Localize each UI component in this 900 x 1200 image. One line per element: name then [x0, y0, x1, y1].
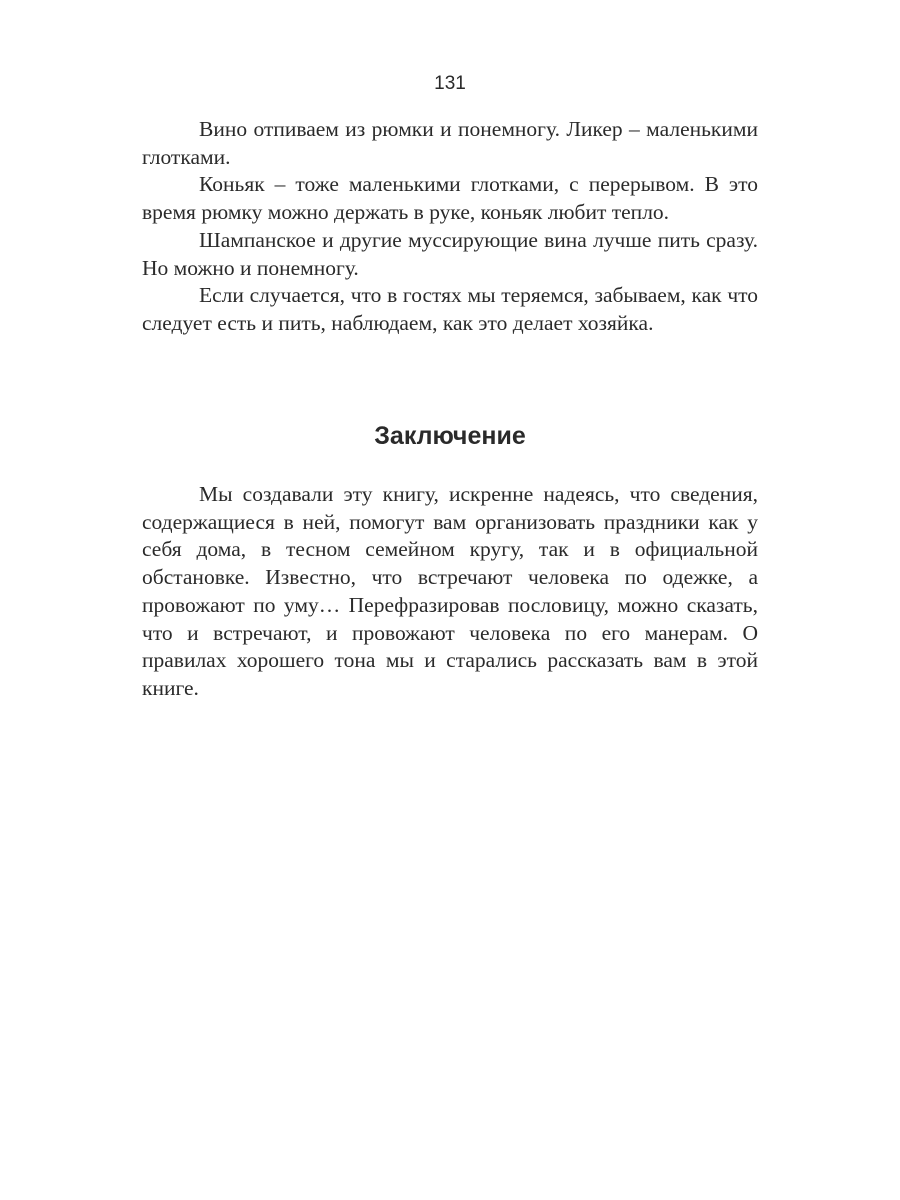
paragraph-hostess: Если случается, что в гостях мы теряемся, забываем, как что следует есть и пить, наблюдаем, как это делает хозяйка. — [142, 283, 758, 335]
paragraph-wine-liqueur: Вино отпиваем из рюмки и понемногу. Ликер – маленькими глотками. — [142, 117, 758, 169]
conclusion-text — [142, 481, 758, 703]
paragraph-champagne: Шампанское и другие муссирующие вина лучше пить сразу. Но можно и понемногу. — [142, 227, 758, 280]
conclusion-heading: Заключение — [374, 422, 526, 450]
drinking-etiquette-text — [142, 116, 758, 338]
paragraph-cognac: Коньяк – тоже маленькими глотками, с перерывом. В это время рюмку можно держать в руке, коньяк любит тепло. — [142, 172, 758, 225]
paragraph-conclusion: Мы создавали эту книгу, искренне надеясь, что сведения, содержащиеся в ней, помогут вам организовать праздники как у себя дома, в тесном семейном кругу, так и в официальной обстановке. Известно, что встречают человека по одежке, а провожают по уму… Перефразировав пословицу, можно сказать, что и встречают, и провожают человека по его манерам. О правилах хорошего тона мы и старались рассказать вам в этой книге. — [142, 482, 758, 700]
page-number: 131 — [434, 73, 466, 94]
